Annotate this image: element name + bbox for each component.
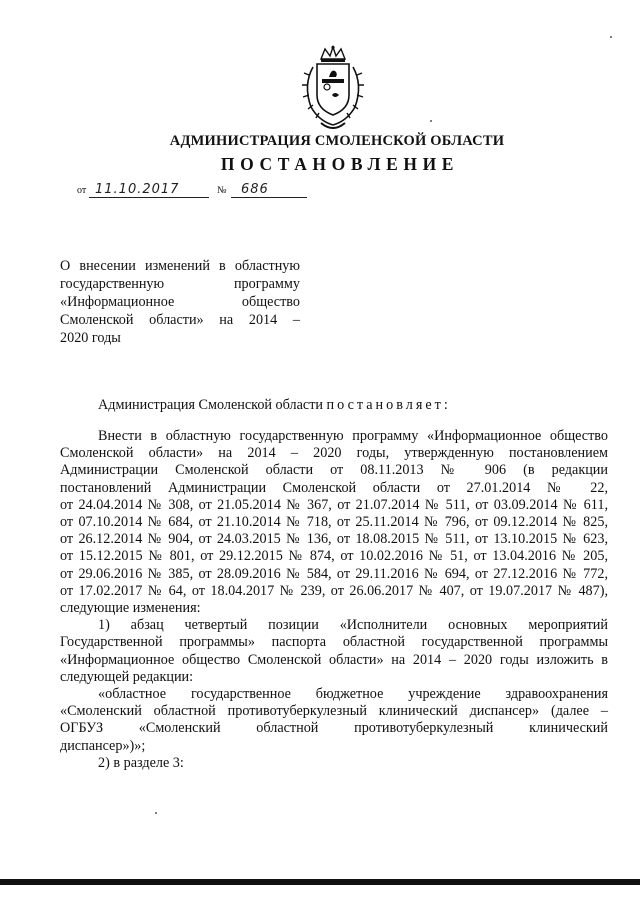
number-underline bbox=[231, 197, 307, 198]
number-label: № bbox=[217, 185, 227, 196]
resolution-intro bbox=[98, 397, 451, 414]
body-line: «Смоленский областной противотуберкулезный клинический диспансер» (далее – bbox=[60, 703, 608, 720]
scan-speck bbox=[610, 36, 612, 38]
body-line: от 15.12.2015 № 801, от 29.12.2015 № 874, от 10.02.2016 № 51, от 13.04.2016 № 205, bbox=[60, 548, 608, 565]
number-value: 686 bbox=[241, 182, 269, 197]
body-line: «областное государственное бюджетное учреждение здравоохранения bbox=[98, 686, 608, 703]
document-body bbox=[60, 428, 608, 772]
body-line: следующей редакции: bbox=[60, 668, 194, 685]
subject-line: Смоленской области» на 2014 – bbox=[60, 312, 300, 328]
body-line: постановлений Администрации Смоленской области от 27.01.2014 № 22, bbox=[60, 479, 608, 496]
body-line: Администрации Смоленской области от 08.11.2013 № 906 (в редакции bbox=[60, 462, 608, 479]
body-line: 1) абзац четвертый позиции «Исполнители основных мероприятий bbox=[98, 617, 608, 634]
organization-title: АДМИНИСТРАЦИЯ СМОЛЕНСКОЙ ОБЛАСТИ bbox=[169, 133, 505, 149]
scan-speck bbox=[155, 812, 157, 814]
scan-bottom-edge bbox=[0, 879, 640, 885]
subject-line: 2020 годы bbox=[60, 330, 121, 346]
intro-text: Администрация Смоленской области bbox=[98, 397, 323, 413]
body-line: Внести в областную государственную программу «Информационное общество bbox=[98, 428, 608, 444]
body-line: от 29.06.2016 № 385, от 28.09.2016 № 584, от 29.11.2016 № 694, от 27.12.2016 № 772, bbox=[60, 565, 608, 582]
subject-line: «Информационное общество bbox=[60, 294, 300, 310]
body-line: диспансер»)»; bbox=[60, 737, 146, 754]
document-type-title: ПОСТАНОВЛЕНИЕ bbox=[220, 154, 460, 174]
scan-speck bbox=[430, 120, 432, 122]
body-line: «Информационное общество Смоленской области» на 2014 – 2020 годы изложить в bbox=[60, 651, 608, 668]
date-value: 11.10.2017 bbox=[95, 182, 180, 197]
body-line: Государственной программы» паспорта областной государственной программы bbox=[60, 634, 608, 651]
body-line: от 26.12.2014 № 904, от 24.03.2015 № 136, от 18.08.2015 № 511, от 13.10.2015 № 623, bbox=[60, 531, 608, 548]
body-line: ОГБУЗ «Смоленский областной противотуберкулезный клинический bbox=[60, 720, 608, 737]
document-subject bbox=[60, 257, 300, 347]
date-underline bbox=[89, 197, 209, 198]
body-line: от 17.02.2017 № 64, от 18.04.2017 № 239, от 26.06.2017 № 407, от 19.07.2017 № 487), bbox=[60, 582, 608, 599]
body-line: от 07.10.2014 № 684, от 21.10.2014 № 718, от 25.11.2014 № 796, от 09.12.2014 № 825, bbox=[60, 514, 608, 531]
body-line: следующие изменения: bbox=[60, 600, 201, 617]
resolves-word: постановляет: bbox=[326, 397, 451, 413]
smolensk-coat-of-arms-emblem bbox=[297, 45, 369, 135]
date-number-line bbox=[77, 178, 317, 198]
body-line: Смоленской области» на 2014 – 2020 годы, утвержденную постановлением bbox=[60, 445, 608, 462]
date-label: от bbox=[77, 185, 87, 196]
subject-line: О внесении изменений в областную bbox=[60, 258, 300, 274]
body-line: от 24.04.2014 № 308, от 21.05.2014 № 367, от 21.07.2014 № 511, от 03.09.2014 № 611, bbox=[60, 496, 608, 513]
body-line: 2) в разделе 3: bbox=[98, 754, 184, 771]
subject-line: государственную программу bbox=[60, 276, 300, 292]
